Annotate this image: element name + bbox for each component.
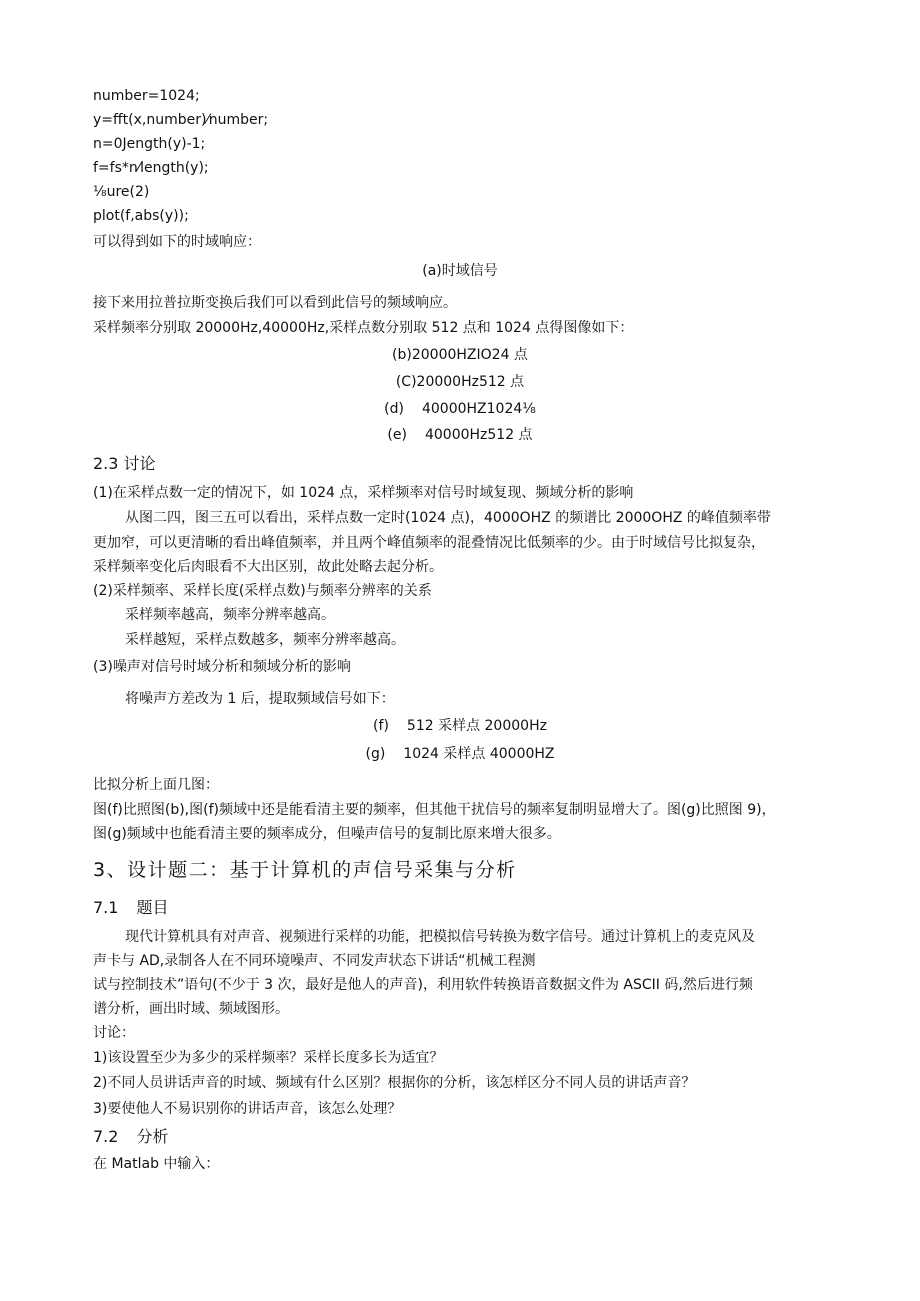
- section-heading: [93, 898, 168, 918]
- paragraph-line: 图(g)频域中也能看清主要的频率成分，但噪声信号的复制比原来增大很多。: [93, 826, 561, 842]
- paragraph: 可以得到如下的时域响应：: [93, 234, 261, 250]
- paragraph: 在 Matlab 中输入：: [93, 1156, 220, 1172]
- paragraph-line: 图(f)比照图(b),图(f)频域中还是能看清主要的频率，但其他干扰信号的频率复制明显增大了。图(g)比照图 9)，: [93, 802, 776, 818]
- caption-label: (f): [373, 718, 389, 734]
- section-heading: 2.3 讨论: [93, 454, 156, 473]
- section-number: 7.1: [93, 898, 119, 917]
- section-heading: [93, 1127, 168, 1147]
- figure-caption: [0, 425, 920, 445]
- list-item: 3)要使他人不易识别你的讲话声音，该怎么处理？: [93, 1101, 402, 1117]
- section-title: 题目: [136, 898, 169, 917]
- caption-text: 40000Hz512 点: [424, 427, 533, 443]
- code-line: f=fs*n⁄length(y);: [93, 160, 209, 176]
- question-heading: (2)采样频率、采样长度(采样点数)与频率分辨率的关系: [93, 583, 432, 599]
- figure-caption: (b)20000HZIO24 点: [392, 347, 528, 363]
- list-item: 2)不同人员讲话声音的时域、频域有什么区别？根据你的分析，该怎样区分不同人员的讲话声音？: [93, 1075, 696, 1091]
- code-line: ⅛ure(2): [93, 184, 150, 200]
- code-line: number=1024;: [93, 88, 200, 104]
- paragraph-line: 从图二四，图三五可以看出，采样点数一定时(1024 点)，4000OHZ 的频谱比 2000OHZ 的峰值频率带: [125, 510, 771, 526]
- caption-label: (g): [365, 746, 386, 762]
- chapter-heading: 3、设计题二：基于计算机的声信号采集与分析: [93, 859, 517, 881]
- section-title: 分析: [136, 1127, 169, 1146]
- list-item: 1)该设置至少为多少的采样频率？采样长度多长为适宜？: [93, 1050, 444, 1066]
- figure-caption: (C)20000Hz512 点: [395, 374, 525, 390]
- paragraph: 比拟分析上面几图：: [93, 777, 219, 793]
- caption-text: 40000HZ1024⅛: [421, 401, 536, 417]
- code-line: plot(f,abs(y));: [93, 208, 189, 224]
- paragraph-line: 谱分析，画出时域、频域图形。: [93, 1001, 289, 1017]
- code-line: n=0Jength(y)-1;: [93, 136, 206, 152]
- caption-text: 1024 采样点 40000HZ: [403, 746, 555, 762]
- section-number: 7.2: [93, 1127, 119, 1146]
- paragraph: 接下来用拉普拉斯变换后我们可以看到此信号的频域响应。: [93, 295, 457, 311]
- paragraph-line: 采样频率越高，频率分辨率越高。: [125, 607, 335, 623]
- paragraph-line: 更加窄，可以更清晰的看出峰值频率，并且两个峰值频率的混叠情况比低频率的少。由于时域信号比拟复杂，: [93, 535, 765, 551]
- paragraph-line: 将噪声方差改为 1 后，提取频域信号如下：: [125, 691, 395, 707]
- paragraph-line: 采样越短，采样点数越多，频率分辨率越高。: [125, 632, 405, 648]
- figure-caption: [0, 399, 920, 419]
- caption-label: (e): [387, 427, 407, 443]
- caption-label: (d): [384, 401, 404, 417]
- paragraph-line: 声卡与 AD,录制各人在不同环境噪声、不同发声状态下讲话“机械工程测: [93, 953, 536, 969]
- paragraph-line: 现代计算机具有对声音、视频进行采样的功能，把模拟信号转换为数字信号。通过计算机上的麦克风及: [125, 929, 755, 945]
- code-line: y=fft(x,number)⁄number;: [93, 112, 269, 128]
- paragraph-line: 采样频率变化后肉眼看不大出区别，故此处略去起分析。: [93, 559, 443, 575]
- figure-caption: [0, 716, 920, 736]
- figure-caption: (a)时域信号: [422, 263, 498, 279]
- caption-text: 512 采样点 20000Hz: [406, 718, 547, 734]
- question-heading: (3)噪声对信号时域分析和频域分析的影响: [93, 659, 351, 675]
- paragraph: 讨论：: [93, 1025, 135, 1041]
- question-heading: (1)在采样点数一定的情况下，如 1024 点，采样频率对信号时域复现、频域分析的影响: [93, 485, 634, 501]
- paragraph: 采样频率分别取 20000Hz,40000Hz,采样点数分别取 512 点和 1024 点得图像如下：: [93, 320, 634, 336]
- paragraph-line: 试与控制技术”语句(不少于 3 次，最好是他人的声音)，利用软件转换语音数据文件为 ASCII 码,然后进行频: [93, 977, 753, 993]
- figure-caption: [0, 744, 920, 764]
